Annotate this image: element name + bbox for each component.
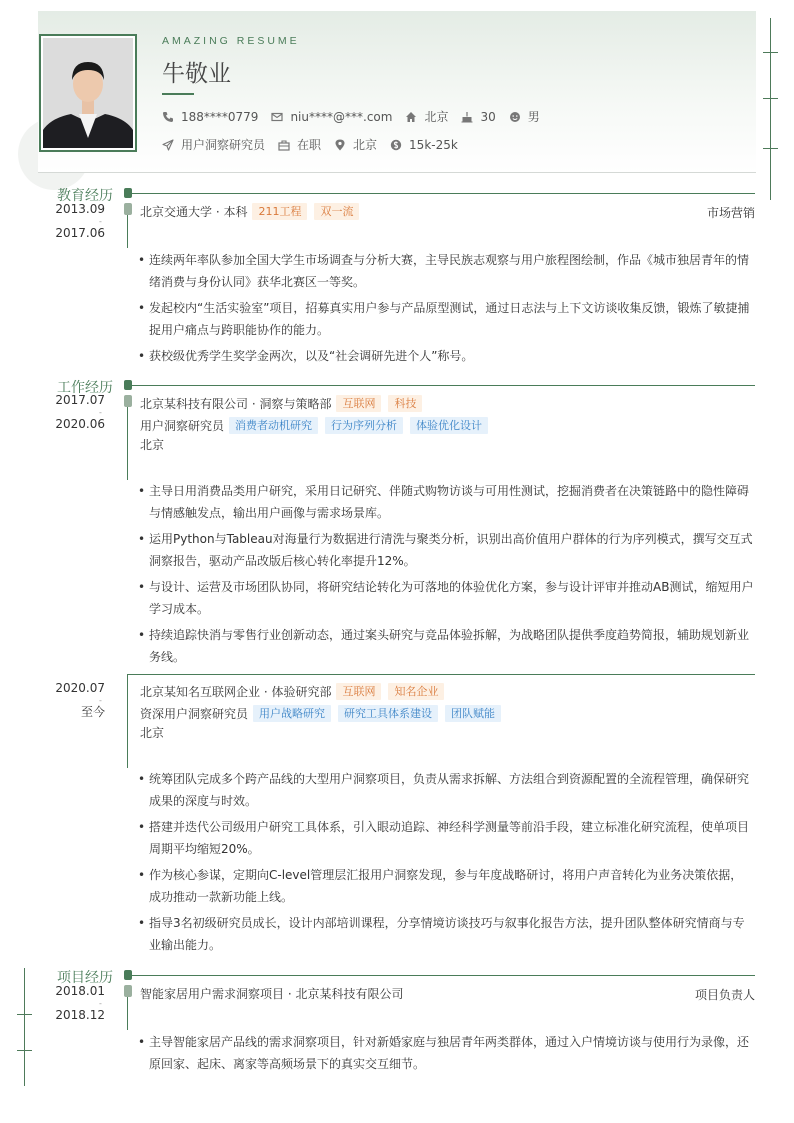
work-company-row — [140, 395, 429, 412]
role-tag: 行为序列分析 — [325, 417, 403, 434]
timeline-marker — [124, 985, 132, 997]
contact-email — [271, 110, 392, 124]
job-target-text: 用户洞察研究员 — [181, 138, 266, 152]
company-tag: 知名企业 — [388, 683, 444, 700]
list-item: • 获校级优秀学生奖学金两次，以及“社会调研先进个人”称号。 — [138, 345, 754, 367]
timeline-line — [127, 407, 128, 480]
phone-icon — [162, 111, 174, 123]
briefcase-icon — [278, 139, 290, 151]
mail-icon — [271, 111, 283, 123]
home-icon — [405, 111, 417, 123]
contact-row — [162, 108, 553, 125]
salary-icon — [390, 139, 402, 151]
list-item: • 主导日用消费品类用户研究，采用日记研究、伴随式购物访谈与可用性测试，挖掘消费者在决策链路中的隐性障碍与情感触发点，输出用户画像与需求场景库。 — [138, 480, 754, 524]
list-item: • 作为核心参谋，定期向C-level管理层汇报用户洞察发现，参与年度战略研讨，将用户声音转化为业务决策依据，成功推动一款新功能上线。 — [138, 864, 754, 908]
role-tag: 消费者动机研究 — [229, 417, 318, 434]
project-role: 项目负责人 — [694, 988, 755, 1002]
work-city: 北京 — [140, 438, 165, 452]
list-item: • 指导3名初级研究员成长，设计内部培训课程，分享情境访谈技巧与叙事化报告方法，提升团队整体研究情商与专业输出能力。 — [138, 912, 754, 956]
job-salary-text: 15k-25k — [409, 137, 458, 152]
edu-school: 北京交通大学 · 本科 — [140, 205, 248, 219]
list-item: • 运用Python与Tableau对海量行为数据进行清洗与聚类分析，识别出高价值用户群体的行为序列模式，撰写交互式洞察报告，驱动产品改版后核心转化率提升12%。 — [138, 528, 754, 572]
decorative-line — [770, 18, 771, 200]
role-tag: 团队赋能 — [445, 705, 501, 722]
timeline-line — [127, 215, 128, 248]
company-tag: 科技 — [388, 395, 422, 412]
edu-major: 市场营销 — [706, 206, 755, 220]
contact-home — [405, 108, 448, 125]
job-intent-row — [162, 136, 471, 153]
work-role-row — [140, 705, 508, 722]
resume-header — [38, 11, 756, 173]
contact-phone-text: 188****0779 — [181, 109, 259, 124]
job-city-text: 北京 — [353, 138, 378, 152]
project-end-date: 2018.12 — [55, 1008, 105, 1022]
date-separator: - — [99, 408, 102, 417]
work-role: 资深用户洞察研究员 — [140, 707, 249, 721]
contact-gender — [509, 108, 540, 125]
project-bullets — [138, 1031, 754, 1079]
role-tag: 体验优化设计 — [410, 417, 488, 434]
contact-age-text: 30 — [480, 109, 496, 124]
contact-phone — [162, 110, 258, 124]
edu-tag: 双一流 — [314, 203, 359, 220]
role-tag: 研究工具体系建设 — [338, 705, 438, 722]
contact-home-text: 北京 — [424, 110, 449, 124]
work-company-row — [140, 683, 451, 700]
section-title-work: 工作经历 — [57, 380, 113, 396]
job-target — [162, 136, 265, 153]
name-underline — [162, 93, 194, 95]
send-icon — [162, 139, 174, 151]
list-item: • 持续追踪快消与零售行业创新动态，通过案头研究与竞品体验拆解，为战略团队提供季度趋势简报，辅助规划新业务线。 — [138, 624, 754, 668]
project-name-row — [140, 985, 408, 1002]
timeline-marker — [124, 395, 132, 407]
work-end-date: 至今 — [80, 705, 105, 719]
project-start-date: 2018.01 — [55, 984, 105, 998]
contact-gender-text: 男 — [527, 110, 540, 124]
timeline-marker — [124, 203, 132, 215]
work-city-row — [140, 724, 164, 741]
work-end-date: 2020.06 — [55, 417, 105, 431]
timeline-line — [127, 997, 128, 1030]
list-item: • 连续两年率队参加全国大学生市场调查与分析大赛，主导民族志观察与用户旅程图绘制，作品《城市独居青年的情绪消费与身份认同》获华北赛区一等奖。 — [138, 249, 754, 293]
contact-age — [461, 110, 495, 124]
section-marker — [124, 970, 132, 980]
work-company: 北京某科技有限公司 · 洞察与策略部 — [140, 397, 332, 411]
section-divider — [132, 975, 755, 976]
project-name: 智能家居用户需求洞察项目 · 北京某科技有限公司 — [140, 987, 404, 1001]
section-divider — [132, 385, 755, 386]
list-item: • 搭建并迭代公司级用户研究工具体系，引入眼动追踪、神经科学测量等前沿手段，建立标准化研究流程，使单项目周期平均缩短20%。 — [138, 816, 754, 860]
decorative-line — [763, 52, 778, 53]
work-role: 用户洞察研究员 — [140, 419, 225, 433]
company-tag: 互联网 — [336, 683, 381, 700]
cake-icon — [461, 111, 473, 123]
date-separator: - — [99, 999, 102, 1008]
work-bullets — [138, 768, 754, 960]
person-portrait-icon — [43, 38, 133, 148]
work-bullets — [138, 480, 754, 672]
edu-start-date: 2013.09 — [55, 202, 105, 216]
edu-school-row — [140, 203, 366, 220]
decorative-line — [763, 148, 778, 149]
list-item: • 主导智能家居产品线的需求洞察项目，针对新婚家庭与独居青年两类群体，通过入户情境访谈与使用行为录像，还原回家、起床、离家等高频场景下的真实交互细节。 — [138, 1031, 754, 1075]
decorative-line — [17, 1050, 32, 1051]
date-separator: - — [99, 217, 102, 226]
list-item: • 发起校内“生活实验室”项目，招募真实用户参与产品原型测试，通过日志法与上下文访谈收集反馈，锻炼了敏捷捕捉用户痛点与跨职能协作的能力。 — [138, 297, 754, 341]
edu-end-date: 2017.06 — [55, 226, 105, 240]
job-city — [334, 136, 377, 153]
edu-tag: 211工程 — [252, 203, 307, 220]
section-marker — [124, 380, 132, 390]
decorative-line — [763, 98, 778, 99]
timeline-line — [127, 674, 128, 768]
work-company: 北京某知名互联网企业 · 体验研究部 — [140, 685, 332, 699]
contact-email-text: niu****@***.com — [290, 109, 393, 124]
work-role-row — [140, 417, 495, 434]
gender-icon — [509, 111, 521, 123]
work-start-date: 2017.07 — [55, 393, 105, 407]
work-city-row — [140, 436, 164, 453]
section-marker — [124, 188, 132, 198]
section-divider — [132, 193, 755, 194]
resume-subtitle: AMAZING RESUME — [162, 35, 300, 47]
profile-photo — [43, 38, 133, 148]
role-tag: 用户战略研究 — [253, 705, 331, 722]
job-salary — [390, 138, 458, 152]
date-separator: - — [99, 696, 102, 705]
section-title-education: 教育经历 — [57, 188, 113, 204]
decorative-line — [24, 968, 25, 1086]
company-tag: 互联网 — [336, 395, 381, 412]
decorative-line — [17, 1014, 32, 1015]
job-status-text: 在职 — [297, 138, 322, 152]
entry-divider — [127, 674, 755, 675]
edu-bullets — [138, 249, 754, 371]
work-start-date: 2020.07 — [55, 681, 105, 695]
section-title-projects: 项目经历 — [57, 970, 113, 986]
work-city: 北京 — [140, 726, 165, 740]
avatar — [39, 34, 137, 152]
candidate-name: 牛敬业 — [162, 61, 231, 87]
list-item: • 与设计、运营及市场团队协同，将研究结论转化为可落地的体验优化方案，参与设计评审并推动AB测试，缩短用户学习成本。 — [138, 576, 754, 620]
location-icon — [334, 139, 346, 151]
list-item: • 统筹团队完成多个跨产品线的大型用户洞察项目，负责从需求拆解、方法组合到资源配置的全流程管理，确保研究成果的深度与时效。 — [138, 768, 754, 812]
job-status — [278, 136, 321, 153]
